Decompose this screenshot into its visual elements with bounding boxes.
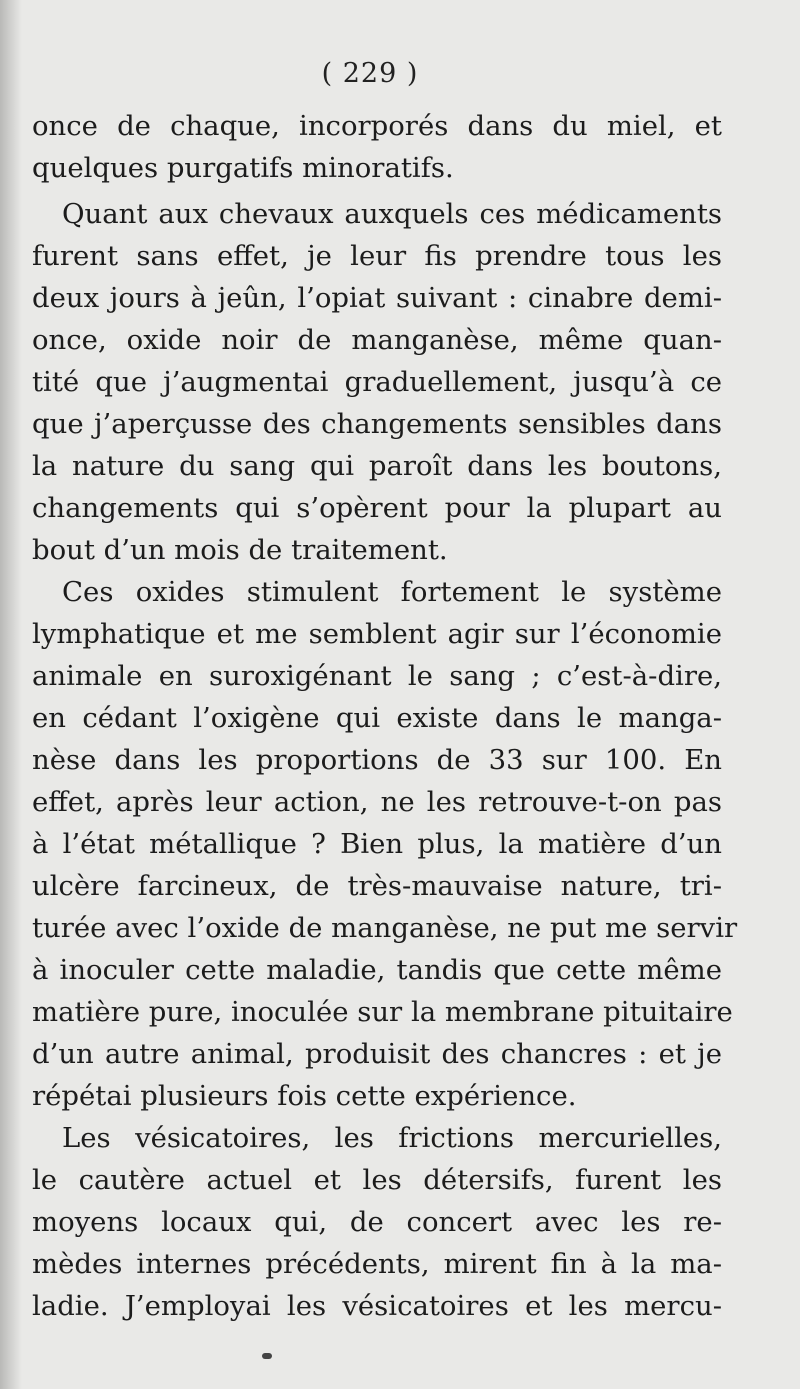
page-number: ( 229 ) xyxy=(321,58,419,89)
text-line: bout d’un mois de traitement. xyxy=(32,534,448,566)
text-line: matière pure, inoculée sur la membrane pituitaire xyxy=(32,996,733,1028)
text-line: animale en suroxigénant le sang ; c’est-à-dire, xyxy=(32,660,722,692)
ink-mark xyxy=(262,1353,272,1359)
text-line: once, oxide noir de manganèse, même quan- xyxy=(32,324,722,356)
text-line: quelques purgatifs minoratifs. xyxy=(32,152,454,184)
text-line: à l’état métallique ? Bien plus, la matière d’un xyxy=(32,828,722,860)
text-line: nèse dans les proportions de 33 sur 100. En xyxy=(32,744,722,776)
text-line: en cédant l’oxigène qui existe dans le manga- xyxy=(32,702,722,734)
text-line: ladie. J’employai les vésicatoires et les mercu- xyxy=(32,1290,722,1322)
text-line: ulcère farcineux, de très-mauvaise nature, tri- xyxy=(32,870,722,902)
text-line: deux jours à jeûn, l’opiat suivant : cinabre demi- xyxy=(32,282,722,314)
text-line: effet, après leur action, ne les retrouve-t-on pas xyxy=(32,786,722,818)
text-line: Quant aux chevaux auxquels ces médicaments xyxy=(62,198,722,230)
text-line: le cautère actuel et les détersifs, furent les xyxy=(32,1164,722,1196)
text-line: que j’aperçusse des changements sensibles dans xyxy=(32,408,722,440)
text-line: changements qui s’opèrent pour la plupart au xyxy=(32,492,722,524)
text-line: d’un autre animal, produisit des chancres : et je xyxy=(32,1038,722,1070)
text-line: mèdes internes précédents, mirent fin à la ma- xyxy=(32,1248,722,1280)
text-line: turée avec l’oxide de manganèse, ne put me servir xyxy=(32,912,738,944)
text-line: à inoculer cette maladie, tandis que cette même xyxy=(32,954,722,986)
text-line: once de chaque, incorporés dans du miel, et xyxy=(32,110,722,142)
text-line: répétai plusieurs fois cette expérience. xyxy=(32,1080,577,1112)
text-line: moyens locaux qui, de concert avec les re- xyxy=(32,1206,722,1238)
text-line: lymphatique et me semblent agir sur l’économie xyxy=(32,618,722,650)
text-line: furent sans effet, je leur fis prendre tous les xyxy=(32,240,722,272)
text-line: tité que j’augmentai graduellement, jusqu’à ce xyxy=(32,366,722,398)
text-line: Ces oxides stimulent fortement le système xyxy=(62,576,722,608)
text-line: la nature du sang qui paroît dans les boutons, xyxy=(32,450,722,482)
page-gutter-shadow xyxy=(0,0,22,1389)
text-line: Les vésicatoires, les frictions mercurielles, xyxy=(62,1122,722,1154)
